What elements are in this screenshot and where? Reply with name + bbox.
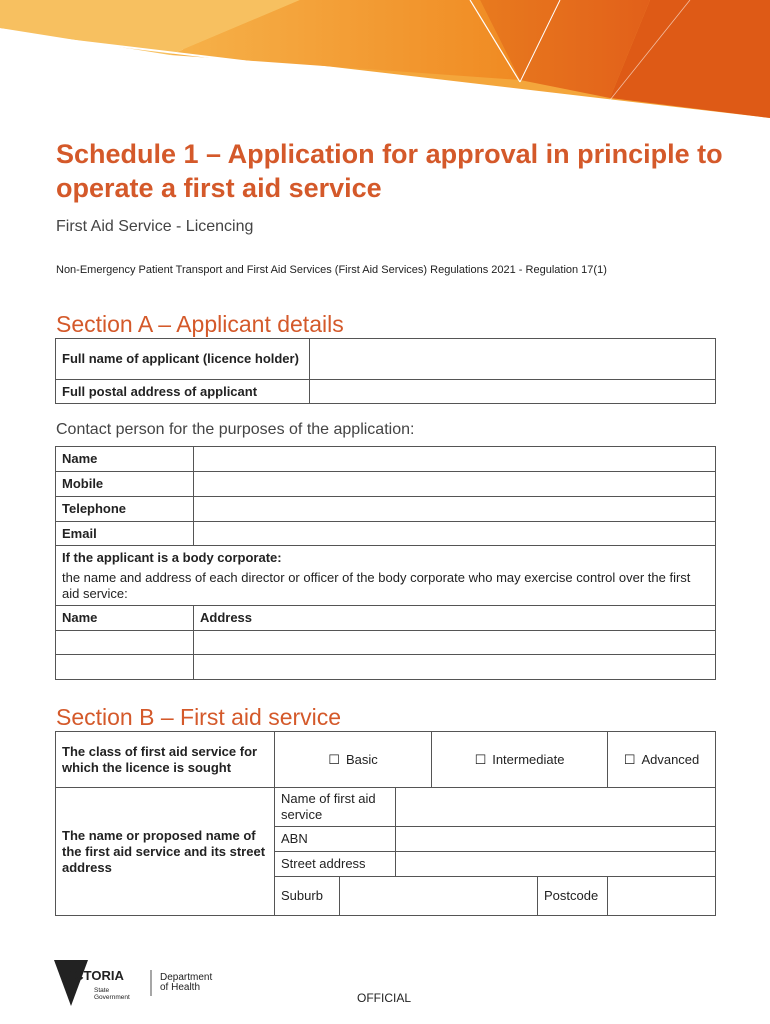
director-address-field-1[interactable]	[194, 631, 716, 655]
logo-government: Government	[94, 994, 130, 1001]
body-corporate-heading: If the applicant is a body corporate:	[62, 549, 282, 565]
first-aid-service-table	[55, 731, 716, 916]
abn-field[interactable]	[396, 827, 716, 852]
full-name-field[interactable]	[310, 339, 716, 380]
contact-name-label: Name	[56, 447, 194, 472]
email-field[interactable]	[194, 522, 716, 546]
director-address-field-2[interactable]	[194, 655, 716, 680]
mobile-field[interactable]	[194, 472, 716, 497]
logo-wordmark: VICTORIA	[62, 968, 124, 983]
applicant-table	[55, 338, 716, 404]
logo-state: State	[94, 987, 110, 994]
classification-label: OFFICIAL	[357, 991, 412, 1005]
department-line-2: of Health	[160, 982, 201, 993]
suburb-field[interactable]	[340, 877, 538, 916]
checkbox-basic[interactable]: ☐	[328, 751, 340, 767]
full-name-label: Full name of applicant (licence holder)	[56, 339, 310, 380]
postcode-label: Postcode	[538, 877, 608, 916]
director-name-field-2[interactable]	[56, 655, 194, 680]
option-intermediate-label: Intermediate	[492, 751, 565, 767]
victoria-government-logo	[54, 956, 234, 1008]
service-class-label: The class of first aid service for which the licence is sought	[56, 732, 275, 788]
checkbox-advanced[interactable]: ☐	[623, 751, 636, 767]
contact-name-field[interactable]	[194, 447, 716, 472]
abn-label: ABN	[275, 827, 396, 852]
document-title: Schedule 1 – Application for approval in principle to operate a first aid service	[56, 139, 723, 203]
option-basic-label: Basic	[345, 751, 378, 767]
director-address-header: Address	[194, 606, 716, 631]
street-address-field[interactable]	[396, 852, 716, 877]
postal-address-label: Full postal address of applicant	[56, 380, 310, 404]
checkbox-intermediate[interactable]: ☐	[474, 751, 487, 767]
service-name-field[interactable]	[396, 788, 716, 827]
suburb-label: Suburb	[275, 877, 340, 916]
street-address-label: Street address	[275, 852, 396, 877]
contact-person-heading: Contact person for the purposes of the application:	[56, 421, 415, 438]
option-intermediate[interactable]	[432, 732, 608, 788]
option-advanced[interactable]	[608, 732, 716, 788]
email-label: Email	[56, 522, 194, 546]
section-a-heading: Section A – Applicant details	[56, 311, 344, 337]
section-b-heading: Section B – First aid service	[56, 704, 342, 730]
director-name-header: Name	[56, 606, 194, 631]
header-banner	[0, 0, 770, 130]
telephone-field[interactable]	[194, 497, 716, 522]
postcode-field[interactable]	[608, 877, 716, 916]
department-line-1: Department	[160, 972, 213, 983]
regulation-reference: Non-Emergency Patient Transport and First Aid Services (First Aid Services) Regulations 2021 - Regulation 17(1)	[56, 264, 607, 276]
postal-address-field[interactable]	[310, 380, 716, 404]
mobile-label: Mobile	[56, 472, 194, 497]
document-subtitle: First Aid Service - Licencing	[56, 218, 254, 235]
option-advanced-label: Advanced	[641, 751, 700, 767]
contact-table	[55, 446, 716, 680]
body-corporate-description: the name and address of each director or officer of the body corporate who may exercise control over the first aid service:	[62, 569, 691, 601]
director-name-field-1[interactable]	[56, 631, 194, 655]
option-basic[interactable]	[275, 732, 432, 788]
telephone-label: Telephone	[56, 497, 194, 522]
body-corporate-note	[56, 546, 716, 606]
service-name-address-label: The name or proposed name of the first aid service and its street address	[56, 788, 275, 916]
service-name-label: Name of first aid service	[275, 788, 396, 827]
